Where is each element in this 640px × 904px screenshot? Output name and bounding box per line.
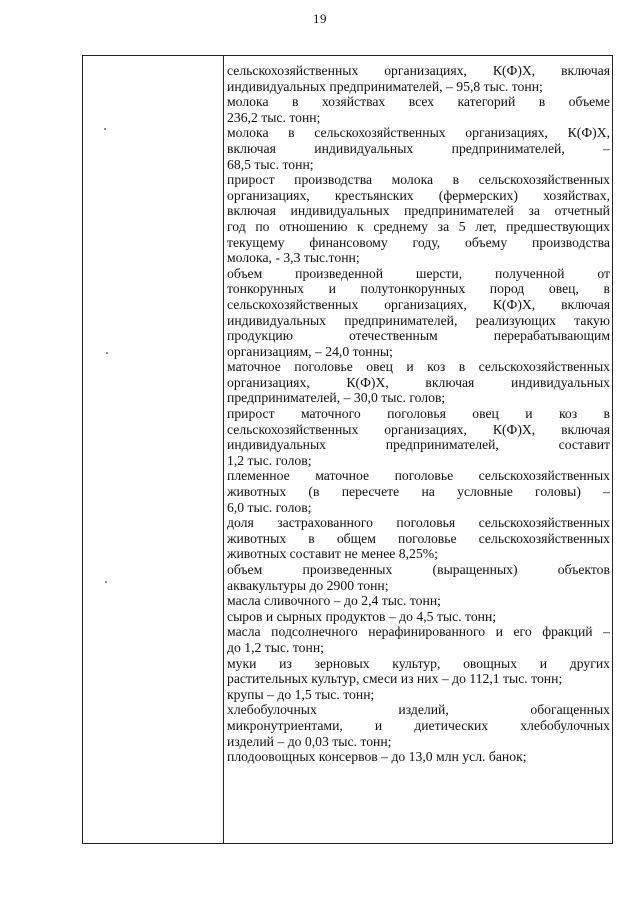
indicator-line: предпринимателей, – 30,0 тыс. голов; [227,390,446,406]
indicator-line: маточное поголовье овец и коз в сельскохозяйственных [227,359,610,375]
indicator-line: молока, - 3,3 тыс.тонн; [227,250,360,266]
indicator-line: муки из зерновых культур, овощных и других [227,655,610,671]
indicator-line: племенное маточное поголовье сельскохозяйственных [227,468,610,484]
indicator-line: масла подсолнечного нерафинированного и его фракций – [227,624,610,640]
indicator-line: индивидуальных предпринимателей, реализующих такую [227,312,610,328]
page-number: 19 [313,11,327,26]
column-divider [223,56,224,843]
indicator-line: организациям, – 24,0 тонны; [227,343,393,359]
indicator-line: включая индивидуальных предпринимателей, – [227,140,610,156]
indicator-line: молока в сельскохозяйственных организациях, К(Ф)Х, [227,125,610,141]
indicator-item [227,468,610,515]
indicator-item [227,624,610,655]
indicator-item [227,702,610,749]
scan-speck [106,352,108,354]
indicator-line: молока в хозяйствах всех категорий в объеме [227,94,610,110]
indicator-item [227,593,610,609]
indicator-item [227,359,610,406]
indicator-item [227,63,610,94]
indicator-line: организациях, крестьянских (фермерских) хозяйствах, [227,187,610,203]
indicator-item [227,266,610,360]
indicator-item [227,687,610,703]
indicator-line: микронутриентами, и диетических хлебобулочных [227,717,610,733]
indicator-line: включая индивидуальных предпринимателей за отчетный [227,203,610,219]
indicator-line: индивидуальных предпринимателей, составит [227,437,610,453]
indicator-line: объем произведенной шерсти, полученной от [227,265,610,281]
indicator-line: сельскохозяйственных организациях, К(Ф)Х, включая [227,421,610,437]
indicator-item [227,406,610,468]
indicator-line: прирост маточного поголовья овец и коз в [227,406,610,422]
indicator-line: организациях, К(Ф)Х, включая индивидуальных [227,374,610,390]
indicator-line: 68,5 тыс. тонн; [227,156,314,172]
indicator-line: индивидуальных предпринимателей, – 95,8 тыс. тонн; [227,78,543,94]
indicator-item [227,94,610,125]
indicator-line: растительных культур, смеси из них – до 112,1 тыс. тонн; [227,671,563,687]
indicator-line: прирост производства молока в сельскохозяйственных [227,172,610,188]
indicator-line: животных составит не менее 8,25%; [227,546,438,562]
indicator-line: 6,0 тыс. голов; [227,499,312,515]
indicator-line: крупы – до 1,5 тыс. тонн; [227,686,375,702]
indicator-line: изделий – до 0,03 тыс. тонн; [227,733,392,749]
indicator-line: плодоовощных консервов – до 13,0 млн усл. банок; [227,749,527,765]
indicator-line: хлебобулочных изделий, обогащенных [227,702,610,718]
indicator-item [227,172,610,266]
indicator-line: сельскохозяйственных организациях, К(Ф)Х, включая [227,63,610,78]
indicator-line: текущему финансовому году, объему производства [227,234,610,250]
indicator-line: масла сливочного – до 2,4 тыс. тонн; [227,593,441,609]
indicator-line: животных в общем поголовье сельскохозяйственных [227,530,610,546]
scan-speck [104,128,106,130]
indicator-item [227,656,610,687]
indicator-line: животных (в пересчете на условные головы) – [227,484,610,500]
indicator-item [227,125,610,172]
indicator-item [227,609,610,625]
indicator-line: доля застрахованного поголовья сельскохозяйственных [227,515,610,531]
requirements-text-column [227,63,610,765]
indicator-item [227,562,610,593]
scan-speck [105,581,107,583]
indicator-line: сыров и сырных продуктов – до 4,5 тыс. тонн; [227,608,497,624]
indicator-line: объем произведенных (выращенных) объектов [227,562,610,577]
indicator-line: сельскохозяйственных организациях, К(Ф)Х, включая [227,296,610,312]
indicator-line: аквакультуры до 2900 тонн; [227,577,389,593]
indicator-line: год по отношению к среднему за 5 лет, предшествующих [227,218,610,234]
indicator-item [227,749,610,765]
document-table [82,55,613,844]
indicator-line: 236,2 тыс. тонн; [227,109,321,125]
indicator-item [227,515,610,562]
indicator-line: продукцию отечественным перерабатывающим [227,328,610,344]
indicator-line: тонкорунных и полутонкорунных пород овец, в [227,281,610,297]
indicator-line: 1,2 тыс. голов; [227,452,312,468]
indicator-line: до 1,2 тыс. тонн; [227,639,324,655]
